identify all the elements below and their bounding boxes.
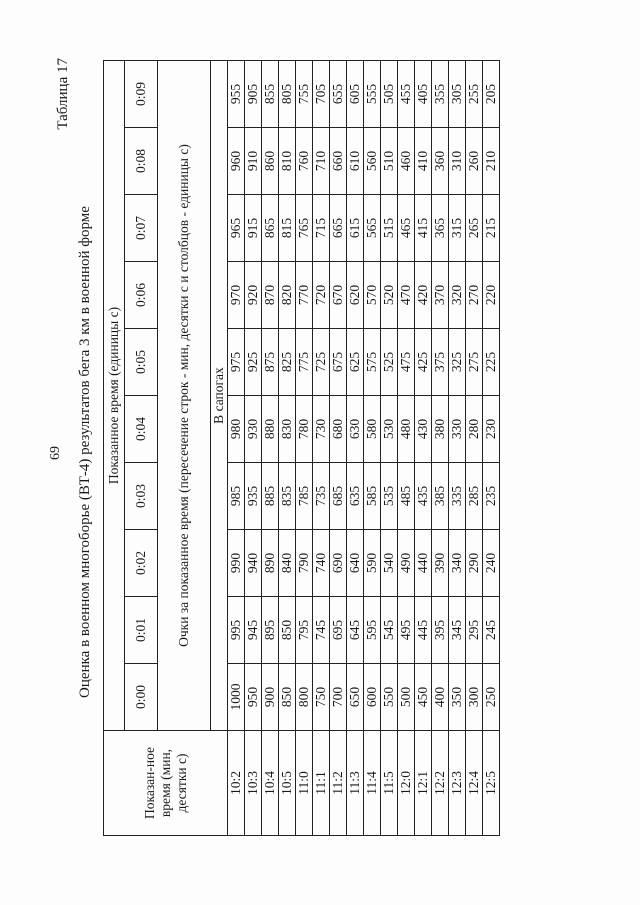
score-cell: 420	[415, 262, 432, 329]
score-cell: 510	[381, 128, 398, 195]
score-cell: 990	[228, 530, 245, 597]
score-cell: 480	[398, 396, 415, 463]
score-cell: 970	[228, 262, 245, 329]
table-title: Оценка в военном многоборье (ВТ-4) результатов бега 3 км в военной форме	[77, 206, 93, 698]
row-header: Показан-ное время (мин, десятки с)	[104, 731, 228, 836]
score-cell: 665	[330, 195, 347, 262]
score-cell: 280	[466, 396, 483, 463]
score-cell: 635	[347, 463, 364, 530]
score-cell: 535	[381, 463, 398, 530]
score-cell: 210	[483, 128, 500, 195]
score-cell: 440	[415, 530, 432, 597]
score-cell: 615	[347, 195, 364, 262]
score-cell: 430	[415, 396, 432, 463]
score-cell: 315	[449, 195, 466, 262]
score-cell: 660	[330, 128, 347, 195]
score-cell: 340	[449, 530, 466, 597]
score-cell: 725	[313, 329, 330, 396]
score-cell: 395	[432, 597, 449, 664]
score-cell: 405	[415, 61, 432, 128]
score-cell: 815	[279, 195, 296, 262]
score-cell: 270	[466, 262, 483, 329]
score-cell: 360	[432, 128, 449, 195]
page-number: 69	[48, 446, 63, 460]
table-row	[483, 61, 500, 836]
score-cell: 755	[296, 61, 313, 128]
score-cell: 870	[262, 262, 279, 329]
score-cell: 805	[279, 61, 296, 128]
column-header: 0:09	[125, 61, 158, 128]
score-cell: 575	[364, 329, 381, 396]
score-cell: 825	[279, 329, 296, 396]
section-header: В сапогах	[211, 61, 228, 731]
score-cell: 555	[364, 61, 381, 128]
score-cell: 265	[466, 195, 483, 262]
score-cell: 580	[364, 396, 381, 463]
score-cell: 915	[245, 195, 262, 262]
table-row	[296, 61, 313, 836]
score-cell: 220	[483, 262, 500, 329]
score-cell: 400	[432, 664, 449, 731]
score-cell: 310	[449, 128, 466, 195]
score-cell: 435	[415, 463, 432, 530]
col-group-header: Показанное время (единицы с)	[104, 61, 125, 731]
row-time: 11:1	[313, 731, 330, 836]
score-cell: 905	[245, 61, 262, 128]
score-cell: 320	[449, 262, 466, 329]
row-time: 12:1	[415, 731, 432, 836]
table-row	[228, 61, 245, 836]
score-cell: 850	[279, 664, 296, 731]
column-header: 0:07	[125, 195, 158, 262]
score-cell: 690	[330, 530, 347, 597]
score-cell: 910	[245, 128, 262, 195]
score-cell: 850	[279, 597, 296, 664]
score-cell: 305	[449, 61, 466, 128]
score-cell: 640	[347, 530, 364, 597]
score-cell: 630	[347, 396, 364, 463]
score-cell: 680	[330, 396, 347, 463]
score-cell: 895	[262, 597, 279, 664]
row-time: 11:4	[364, 731, 381, 836]
score-cell: 460	[398, 128, 415, 195]
score-cell: 370	[432, 262, 449, 329]
score-cell: 800	[296, 664, 313, 731]
score-cell: 585	[364, 463, 381, 530]
score-cell: 520	[381, 262, 398, 329]
score-cell: 940	[245, 530, 262, 597]
score-cell: 350	[449, 664, 466, 731]
table-row	[347, 61, 364, 836]
score-cell: 860	[262, 128, 279, 195]
column-header: 0:03	[125, 463, 158, 530]
score-cell: 250	[483, 664, 500, 731]
score-cell: 790	[296, 530, 313, 597]
score-cell: 610	[347, 128, 364, 195]
table-row	[330, 61, 347, 836]
column-header: 0:06	[125, 262, 158, 329]
score-cell: 595	[364, 597, 381, 664]
column-header: 0:02	[125, 530, 158, 597]
score-cell: 685	[330, 463, 347, 530]
score-cell: 485	[398, 463, 415, 530]
score-cell: 835	[279, 463, 296, 530]
column-header: 0:04	[125, 396, 158, 463]
row-time: 10:3	[245, 731, 262, 836]
score-cell: 770	[296, 262, 313, 329]
row-time: 12:4	[466, 731, 483, 836]
row-time: 12:3	[449, 731, 466, 836]
score-cell: 330	[449, 396, 466, 463]
score-cell: 975	[228, 329, 245, 396]
score-cell: 490	[398, 530, 415, 597]
score-cell: 240	[483, 530, 500, 597]
score-cell: 830	[279, 396, 296, 463]
table-row	[245, 61, 262, 836]
score-cell: 540	[381, 530, 398, 597]
score-cell: 925	[245, 329, 262, 396]
score-cell: 445	[415, 597, 432, 664]
score-cell: 855	[262, 61, 279, 128]
score-cell: 605	[347, 61, 364, 128]
score-cell: 920	[245, 262, 262, 329]
score-cell: 525	[381, 329, 398, 396]
table-note: Очки за показанное время (пересечение строк - мин, десятки с и столбцов - единицы с)	[158, 61, 211, 731]
score-cell: 900	[262, 664, 279, 731]
score-cell: 505	[381, 61, 398, 128]
row-time: 11:2	[330, 731, 347, 836]
score-cell: 840	[279, 530, 296, 597]
score-cell: 235	[483, 463, 500, 530]
score-cell: 950	[245, 664, 262, 731]
score-cell: 765	[296, 195, 313, 262]
score-cell: 550	[381, 664, 398, 731]
score-cell: 885	[262, 463, 279, 530]
score-cell: 215	[483, 195, 500, 262]
score-cell: 385	[432, 463, 449, 530]
score-cell: 620	[347, 262, 364, 329]
table-row	[415, 61, 432, 836]
row-time: 11:0	[296, 731, 313, 836]
score-cell: 865	[262, 195, 279, 262]
score-cell: 695	[330, 597, 347, 664]
score-cell: 720	[313, 262, 330, 329]
score-cell: 965	[228, 195, 245, 262]
score-cell: 995	[228, 597, 245, 664]
score-cell: 625	[347, 329, 364, 396]
score-cell: 545	[381, 597, 398, 664]
score-cell: 735	[313, 463, 330, 530]
score-cell: 730	[313, 396, 330, 463]
score-cell: 740	[313, 530, 330, 597]
score-cell: 745	[313, 597, 330, 664]
score-cell: 700	[330, 664, 347, 731]
score-cell: 645	[347, 597, 364, 664]
score-cell: 600	[364, 664, 381, 731]
score-cell: 655	[330, 61, 347, 128]
score-cell: 355	[432, 61, 449, 128]
score-cell: 590	[364, 530, 381, 597]
row-time: 11:5	[381, 731, 398, 836]
table-row	[449, 61, 466, 836]
score-cell: 530	[381, 396, 398, 463]
table-row	[466, 61, 483, 836]
score-cell: 230	[483, 396, 500, 463]
score-cell: 380	[432, 396, 449, 463]
score-cell: 260	[466, 128, 483, 195]
row-time: 12:5	[483, 731, 500, 836]
score-cell: 565	[364, 195, 381, 262]
row-time: 10:2	[228, 731, 245, 836]
score-cell: 205	[483, 61, 500, 128]
score-cell: 935	[245, 463, 262, 530]
score-table	[103, 60, 500, 836]
column-header: 0:00	[125, 664, 158, 731]
rotated-table-area	[55, 42, 585, 862]
score-cell: 225	[483, 329, 500, 396]
score-cell: 960	[228, 128, 245, 195]
score-cell: 715	[313, 195, 330, 262]
score-cell: 795	[296, 597, 313, 664]
row-time: 11:3	[347, 731, 364, 836]
score-cell: 455	[398, 61, 415, 128]
score-cell: 880	[262, 396, 279, 463]
table-row	[381, 61, 398, 836]
score-cell: 945	[245, 597, 262, 664]
score-cell: 985	[228, 463, 245, 530]
score-cell: 750	[313, 664, 330, 731]
score-cell: 890	[262, 530, 279, 597]
score-cell: 785	[296, 463, 313, 530]
score-cell: 515	[381, 195, 398, 262]
score-cell: 335	[449, 463, 466, 530]
score-cell: 930	[245, 396, 262, 463]
score-cell: 670	[330, 262, 347, 329]
table-row	[279, 61, 296, 836]
score-cell: 705	[313, 61, 330, 128]
score-cell: 820	[279, 262, 296, 329]
column-header: 0:01	[125, 597, 158, 664]
score-cell: 495	[398, 597, 415, 664]
score-cell: 500	[398, 664, 415, 731]
row-time: 12:0	[398, 731, 415, 836]
table-label: Таблица 17	[55, 58, 71, 130]
score-cell: 275	[466, 329, 483, 396]
score-cell: 475	[398, 329, 415, 396]
score-cell: 980	[228, 396, 245, 463]
score-cell: 375	[432, 329, 449, 396]
row-time: 10:4	[262, 731, 279, 836]
score-cell: 470	[398, 262, 415, 329]
score-cell: 1000	[228, 664, 245, 731]
column-header: 0:05	[125, 329, 158, 396]
score-cell: 255	[466, 61, 483, 128]
score-cell: 365	[432, 195, 449, 262]
score-cell: 710	[313, 128, 330, 195]
column-header: 0:08	[125, 128, 158, 195]
score-cell: 760	[296, 128, 313, 195]
table-row	[432, 61, 449, 836]
score-cell: 875	[262, 329, 279, 396]
score-cell: 245	[483, 597, 500, 664]
table-row	[262, 61, 279, 836]
score-cell: 300	[466, 664, 483, 731]
score-cell: 675	[330, 329, 347, 396]
score-cell: 285	[466, 463, 483, 530]
score-cell: 425	[415, 329, 432, 396]
score-cell: 410	[415, 128, 432, 195]
score-cell: 650	[347, 664, 364, 731]
score-cell: 560	[364, 128, 381, 195]
score-cell: 295	[466, 597, 483, 664]
score-cell: 570	[364, 262, 381, 329]
score-cell: 780	[296, 396, 313, 463]
score-cell: 955	[228, 61, 245, 128]
table-row	[364, 61, 381, 836]
score-cell: 345	[449, 597, 466, 664]
score-cell: 415	[415, 195, 432, 262]
score-cell: 325	[449, 329, 466, 396]
score-cell: 290	[466, 530, 483, 597]
score-cell: 465	[398, 195, 415, 262]
table-row	[398, 61, 415, 836]
score-cell: 450	[415, 664, 432, 731]
score-cell: 390	[432, 530, 449, 597]
row-time: 10:5	[279, 731, 296, 836]
score-cell: 810	[279, 128, 296, 195]
table-row	[313, 61, 330, 836]
row-time: 12:2	[432, 731, 449, 836]
score-cell: 775	[296, 329, 313, 396]
